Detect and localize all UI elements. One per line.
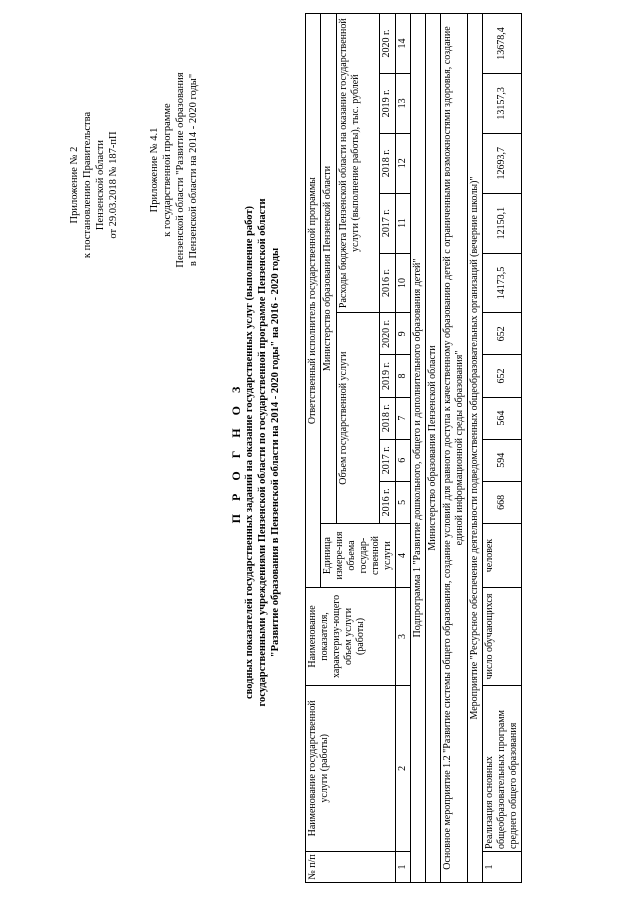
forecast-table [305,13,522,883]
header-unit: Единица измере-ния объема государ-ственной услуги [321,523,396,587]
volume-value: 652 [483,355,522,397]
year-cell: 2016 г. [380,253,396,313]
column-number: 14 [396,14,411,74]
appendix-line: от 29.03.2018 № 187-пП [108,131,119,239]
appendix-line: в Пензенской области на 2014 - 2020 годы" [188,73,199,267]
row-unit: человек [483,523,522,587]
column-number: 6 [396,439,411,481]
table-row [483,14,522,883]
year-cell: 2017 г. [380,193,396,253]
expense-value: 13678,4 [483,14,522,74]
column-number: 13 [396,73,411,133]
subprogram-row: Подпрограмма 1 "Развитие дошкольного, общего и дополнительного образования детей" [411,14,426,883]
expense-value: 12150,1 [483,193,522,253]
expense-value: 14173,5 [483,253,522,313]
appendix-line: Пензенской области [95,139,106,231]
title-line: "Развитие образования в Пензенской области на 2014 - 2020 годы" на 2016 - 2020 годы [270,247,281,658]
main-activity-row: Основное мероприятие 1.2 "Развитие системы общего образования, создание условий для равного доступа к качественному образованию детей с ограниченными возможностями здоровья, создание единой информационной среды образования" [441,14,468,883]
volume-value: 652 [483,313,522,355]
ministry-row: Министерство образования Пензенской области [426,14,441,883]
volume-value: 564 [483,397,522,439]
year-cell: 2016 г. [380,481,396,523]
header-indicator-name: Наименование показателя, характеризу-ющего объем услуги (работы) [306,588,396,686]
column-number: 3 [396,588,411,686]
row-indicator: число обучающихся [483,588,522,686]
title-heading: П Р О Г Н О З [229,381,243,524]
appendix-line: Пензенской области "Развитие образования [175,72,186,268]
column-number: 2 [396,685,411,851]
column-number: 12 [396,133,411,193]
year-cell: 2020 г. [380,313,396,355]
row-service: Реализация основных общеобразовательных программ среднего общего образования [483,685,522,851]
column-number: 4 [396,523,411,587]
year-cell: 2018 г. [380,397,396,439]
appendix-line: к государственной программе [162,103,173,237]
column-number: 11 [396,193,411,253]
title-line: сводных показателей государственных заданий на оказание государственных услуг (выполнение работ) [244,205,255,700]
expense-value: 13157,3 [483,73,522,133]
header-expenses: Расходы бюджета Пензенской области на оказание государственной услуги (выполнение работы), тыс. рублей [337,14,380,313]
header-executor: Ответственный исполнитель государственной программы [306,14,321,588]
title-line: государственными учреждениями Пензенской области по государственной программе Пензенской области [257,198,268,707]
column-numbers-row [396,14,411,883]
appendix-line: к постановлению Правительства [82,111,93,259]
column-number: 5 [396,481,411,523]
column-number: 7 [396,397,411,439]
expense-value: 12693,7 [483,133,522,193]
year-cell: 2020 г. [380,14,396,74]
year-cell: 2017 г. [380,439,396,481]
year-cell: 2019 г. [380,73,396,133]
column-number: 9 [396,313,411,355]
appendix-line: Приложение № 4.1 [149,127,160,213]
activity-row: Мероприятие "Ресурсное обеспечение деятельности подведомственных общеобразовательных организаций (вечерние школы)" [468,14,483,883]
header-service-name: Наименование государственной услуги (работы) [306,685,396,851]
appendix-2-block [68,65,120,305]
volume-value: 668 [483,481,522,523]
document-title [230,0,282,905]
header-num: № п/п [306,851,396,882]
year-cell: 2019 г. [380,355,396,397]
row-num: 1 [483,851,522,882]
column-number: 8 [396,355,411,397]
column-number: 1 [396,851,411,882]
volume-value: 594 [483,439,522,481]
column-number: 10 [396,253,411,313]
appendix-line: Приложение № 2 [69,146,80,224]
appendix-4-1-block [148,35,200,305]
header-ministry: Министерство образования Пензенской области [321,14,337,524]
header-volume: Объем государственной услуги [337,313,380,524]
year-cell: 2018 г. [380,133,396,193]
